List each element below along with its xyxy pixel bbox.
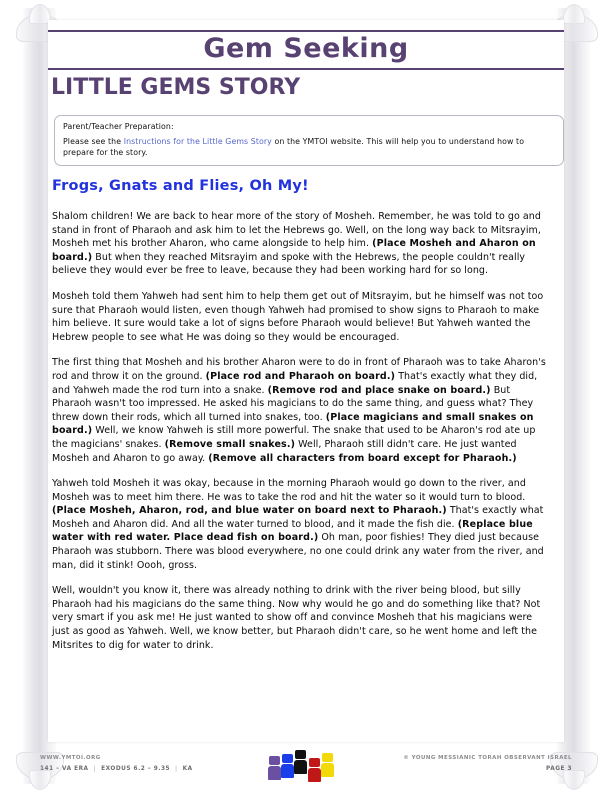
logo-figure-body — [294, 760, 307, 774]
logo-figure — [321, 753, 334, 777]
stage-direction: (Remove small snakes.) — [164, 438, 296, 450]
paper-sheet — [48, 20, 564, 742]
footer-meta — [40, 764, 193, 775]
footer-right — [403, 753, 572, 775]
stage-direction: (Place Mosheh and Aharon on board.) — [52, 238, 536, 263]
story-paragraph — [52, 210, 552, 278]
prep-instructions-link[interactable]: Instructions for the Little Gems Story — [123, 137, 272, 146]
page-title: Gem Seeking — [203, 33, 409, 64]
story-text: But when they reached Mitsrayim and spoke with the Hebrews, the people couldn't really believe they would ever be free to leave, because they had been working hard for so long. — [52, 251, 526, 277]
story-text: Well, wouldn't you know it, there was already nothing to drink with the river being blood, but silly Pharaoh had his magicians do the same thing. Now why would he go and do something like that? Not very smart if you ask me! He just wanted to show off and convince Mosheh that his magicians were just as good as Yahweh. Well, we know better, but Pharaoh didn't care, so he went home and left the Mitsrites to dig for water to drink. — [52, 585, 541, 651]
logo-figure — [268, 756, 281, 780]
footer-website[interactable]: WWW.YMTOI.ORG — [40, 755, 101, 761]
stage-direction: (Place magicians and small snakes on board.) — [52, 411, 534, 437]
footer-left — [40, 753, 193, 775]
story-text: Shalom children! We are back to hear more of the story of Mosheh. Remember, he was told to go and stand in front of Pharaoh and ask him to let the Hebrews go. Well, on the long way back to Mitsrayim, Mosheh met his brother Aharon, who came alongside to help him. — [52, 211, 541, 250]
prep-label: Parent/Teacher Preparation: — [63, 122, 174, 131]
story-paragraph — [52, 290, 552, 344]
scroll-knob-top-right — [563, 4, 585, 24]
logo-figure-head — [322, 753, 333, 762]
story-text: Well, we know Yahweh is still more powerful. The snake that used to be Aharon's rod ate up the magicians' snakes. — [52, 425, 536, 450]
prep-text-after: on the YMTOI website. This will help you to understand how to prepare for the story. — [63, 137, 525, 157]
story-text: Mosheh told them Yahweh had sent him to help them get out of Mitsrayim, but he himself was not too sure that Pharaoh would listen, even though Yahweh had promised to show signs to Pharaoh to make him believe. It sure would take a lot of signs before Pharaoh would believe! But Yahweh wanted the Hebrew people to see what He was doing so they would be encouraged. — [52, 290, 544, 343]
prep-text-before: Please see the — [63, 137, 124, 146]
story-paragraph — [52, 477, 552, 572]
logo-figure-head — [309, 758, 320, 767]
story-text: That's exactly what Mosheh and Aharon did. And all the water turned to blood, and it made the fish die. — [52, 505, 544, 530]
story-heading: Frogs, Gnats and Flies, Oh My! — [52, 178, 309, 194]
ymtoi-logo — [268, 750, 342, 788]
footer-separator-2: | — [175, 766, 178, 772]
story-text: Well, Pharaoh still didn't care. He just wanted Mosheh and Aharon to go away. — [52, 438, 517, 464]
stage-direction: (Remove rod and place snake on board.) — [267, 384, 491, 396]
stage-direction: (Remove all characters from board except for Pharaoh.) — [208, 452, 517, 464]
footer-copyright: © YOUNG MESSIANIC TORAH OBSERVANT ISRAEL — [403, 755, 572, 761]
footer-page-number: PAGE 3 — [546, 766, 572, 772]
story-body — [52, 210, 552, 664]
logo-figure-head — [269, 756, 280, 765]
story-text: But Pharaoh wasn't too impressed. He asked his magicians to do the same thing, and guess what? They threw down their rods, which all turned into snakes, too. — [52, 384, 534, 423]
logo-figure — [281, 754, 294, 778]
footer-separator-1: | — [93, 766, 97, 772]
prep-body — [63, 136, 555, 158]
parent-teacher-preparation-box — [54, 115, 564, 166]
stage-direction: (Place Mosheh, Aharon, rod, and blue water on board next to Pharaoh.) — [52, 505, 447, 517]
footer-initials: KA — [182, 766, 193, 772]
footer-scripture: EXODUS 6.2 – 9.35 — [101, 766, 171, 772]
story-paragraph — [52, 584, 552, 652]
logo-figure — [308, 758, 321, 782]
title-rule-bottom — [48, 68, 564, 70]
stage-direction: (Replace blue water with red water. Place dead fish on board.) — [52, 518, 533, 544]
logo-figure-head — [295, 750, 306, 759]
logo-figure — [294, 750, 307, 774]
story-text: That's exactly what they did, and Yahweh made the rod turn into a snake. — [52, 370, 538, 396]
logo-figure-body — [308, 768, 321, 782]
footer-lesson-code: 141 – VA ERA — [40, 766, 89, 772]
logo-figure-body — [321, 763, 334, 777]
stage-direction: (Place rod and Pharaoh on board.) — [205, 370, 396, 382]
section-title: LITTLE GEMS STORY — [51, 75, 301, 100]
story-text: Yahweh told Mosheh it was okay, because in the morning Pharaoh would go down to the river, and Mosheh was to meet him there. He was to take the rod and hit the water so it would turn to blood. — [52, 478, 526, 503]
story-text: Oh man, poor fishies! They died just because Pharaoh was stubborn. There was blood everywhere, no one could drink any water from the river, and man, did it stink! Oooh, gross. — [52, 532, 544, 571]
logo-figure-body — [281, 764, 294, 778]
logo-figure-head — [282, 754, 293, 763]
story-text: The first thing that Mosheh and his brother Aharon were to do in front of Pharaoh was to take Aharon's rod and throw it on the ground. — [52, 357, 546, 382]
logo-figure-body — [268, 766, 281, 780]
story-paragraph — [52, 356, 552, 465]
